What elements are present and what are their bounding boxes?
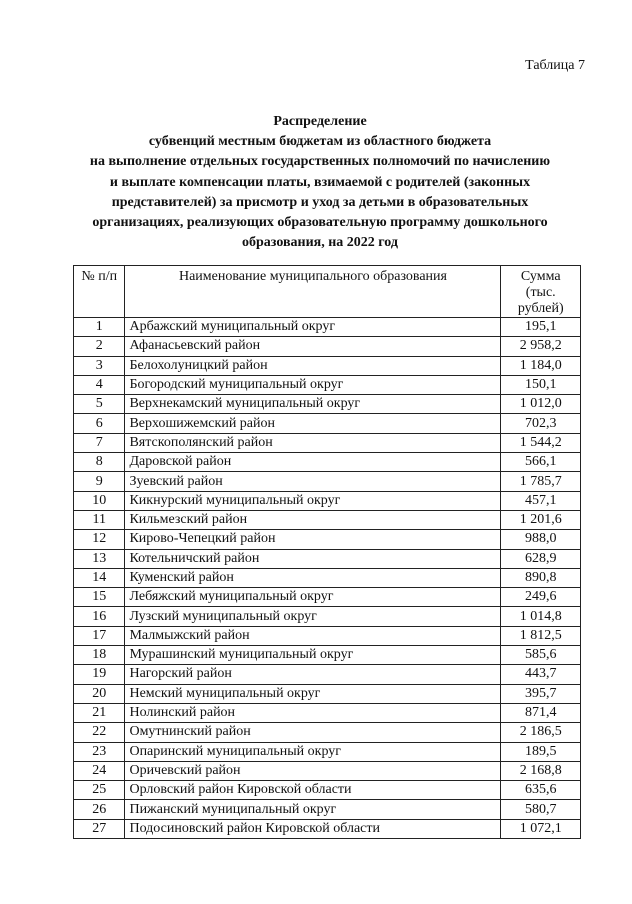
table-row (74, 491, 581, 510)
table-row (74, 588, 581, 607)
row-name-cell: Вятскополянский район (125, 433, 501, 452)
row-number-cell: 18 (74, 646, 125, 665)
row-number-cell: 1 (74, 318, 125, 337)
table-row (74, 568, 581, 587)
row-name-cell: Богородский муниципальный округ (125, 375, 501, 394)
row-sum-cell: 1 184,0 (501, 356, 581, 375)
row-sum-cell: 1 201,6 (501, 510, 581, 529)
table-body (74, 318, 581, 839)
column-header-sum (501, 266, 581, 318)
row-number-cell: 16 (74, 607, 125, 626)
row-name-cell: Арбажский муниципальный округ (125, 318, 501, 337)
table-row (74, 761, 581, 780)
row-name-cell: Лебяжский муниципальный округ (125, 588, 501, 607)
row-name-cell: Мурашинский муниципальный округ (125, 646, 501, 665)
table-row (74, 684, 581, 703)
row-number-cell: 3 (74, 356, 125, 375)
table-row (74, 723, 581, 742)
row-number-cell: 5 (74, 395, 125, 414)
title-line: организациях, реализующих образовательную программу дошкольного (92, 215, 548, 231)
row-sum-cell: 2 168,8 (501, 761, 581, 780)
row-sum-cell: 2 958,2 (501, 337, 581, 356)
row-number-cell: 11 (74, 510, 125, 529)
row-number-cell: 14 (74, 568, 125, 587)
row-sum-cell: 702,3 (501, 414, 581, 433)
row-name-cell: Опаринский муниципальный округ (125, 742, 501, 761)
table-row (74, 646, 581, 665)
row-number-cell: 7 (74, 433, 125, 452)
table-row (74, 781, 581, 800)
row-sum-cell: 195,1 (501, 318, 581, 337)
row-sum-cell: 150,1 (501, 375, 581, 394)
table-row (74, 703, 581, 722)
table-row (74, 549, 581, 568)
distribution-table (73, 265, 581, 839)
row-number-cell: 10 (74, 491, 125, 510)
column-header-number: № п/п (74, 266, 125, 318)
row-name-cell: Верхнекамский муниципальный округ (125, 395, 501, 414)
row-name-cell: Верхошижемский район (125, 414, 501, 433)
row-sum-cell: 443,7 (501, 665, 581, 684)
table-row (74, 665, 581, 684)
row-sum-cell: 1 812,5 (501, 626, 581, 645)
row-sum-cell: 871,4 (501, 703, 581, 722)
row-sum-cell: 1 785,7 (501, 472, 581, 491)
sum-header-line1: Сумма (520, 269, 561, 284)
row-sum-cell: 585,6 (501, 646, 581, 665)
row-name-cell: Нагорский район (125, 665, 501, 684)
table-number-label: Таблица 7 (525, 58, 585, 73)
row-number-cell: 17 (74, 626, 125, 645)
table-row (74, 318, 581, 337)
title-line: представителей) за присмотр и уход за детьми в образовательных (111, 194, 529, 210)
row-sum-cell: 189,5 (501, 742, 581, 761)
row-name-cell: Кикнурский муниципальный округ (125, 491, 501, 510)
row-name-cell: Кирово-Чепецкий район (125, 530, 501, 549)
table-row (74, 375, 581, 394)
table-row (74, 626, 581, 645)
row-name-cell: Белохолуницкий район (125, 356, 501, 375)
row-sum-cell: 988,0 (501, 530, 581, 549)
row-name-cell: Орловский район Кировской области (125, 781, 501, 800)
title-line: субвенций местным бюджетам из областного бюджета (148, 134, 492, 150)
row-name-cell: Малмыжский район (125, 626, 501, 645)
table-row (74, 356, 581, 375)
table-row (74, 530, 581, 549)
row-sum-cell: 249,6 (501, 588, 581, 607)
row-sum-cell: 635,6 (501, 781, 581, 800)
row-name-cell: Подосиновский район Кировской области (125, 819, 501, 838)
row-name-cell: Пижанский муниципальный округ (125, 800, 501, 819)
row-name-cell: Афанасьевский район (125, 337, 501, 356)
column-header-name: Наименование муниципального образования (125, 266, 501, 318)
row-sum-cell: 1 072,1 (501, 819, 581, 838)
table-row (74, 742, 581, 761)
row-name-cell: Котельничский район (125, 549, 501, 568)
row-sum-cell: 1 544,2 (501, 433, 581, 452)
row-number-cell: 26 (74, 800, 125, 819)
row-name-cell: Нолинский район (125, 703, 501, 722)
row-sum-cell: 628,9 (501, 549, 581, 568)
table-row (74, 414, 581, 433)
row-name-cell: Даровской район (125, 453, 501, 472)
row-number-cell: 25 (74, 781, 125, 800)
table-row (74, 800, 581, 819)
title-line: образования, на 2022 год (241, 235, 398, 251)
table-header-row (74, 266, 581, 318)
row-name-cell: Кильмезский район (125, 510, 501, 529)
table-row (74, 453, 581, 472)
row-sum-cell: 890,8 (501, 568, 581, 587)
row-name-cell: Немский муниципальный округ (125, 684, 501, 703)
row-number-cell: 6 (74, 414, 125, 433)
row-sum-cell: 566,1 (501, 453, 581, 472)
row-sum-cell: 1 012,0 (501, 395, 581, 414)
row-sum-cell: 2 186,5 (501, 723, 581, 742)
row-name-cell: Оричевский район (125, 761, 501, 780)
table-row (74, 433, 581, 452)
row-number-cell: 23 (74, 742, 125, 761)
row-sum-cell: 457,1 (501, 491, 581, 510)
row-number-cell: 8 (74, 453, 125, 472)
row-number-cell: 13 (74, 549, 125, 568)
table-row (74, 510, 581, 529)
sum-header-line2: (тыс. рублей) (517, 285, 564, 316)
table-row (74, 472, 581, 491)
title-line: и выплате компенсации платы, взимаемой с родителей (законных (109, 174, 531, 190)
title-line: Распределение (273, 114, 367, 129)
table-row (74, 607, 581, 626)
document-title (60, 112, 580, 253)
row-name-cell: Омутнинский район (125, 723, 501, 742)
title-line: на выполнение отдельных государственных полномочий по начислению (89, 154, 551, 170)
row-number-cell: 19 (74, 665, 125, 684)
row-number-cell: 12 (74, 530, 125, 549)
row-name-cell: Лузский муниципальный округ (125, 607, 501, 626)
row-sum-cell: 580,7 (501, 800, 581, 819)
row-number-cell: 4 (74, 375, 125, 394)
row-number-cell: 20 (74, 684, 125, 703)
table-row (74, 395, 581, 414)
row-number-cell: 9 (74, 472, 125, 491)
row-number-cell: 24 (74, 761, 125, 780)
table-row (74, 819, 581, 838)
row-number-cell: 2 (74, 337, 125, 356)
row-number-cell: 21 (74, 703, 125, 722)
row-number-cell: 27 (74, 819, 125, 838)
row-sum-cell: 1 014,8 (501, 607, 581, 626)
row-name-cell: Зуевский район (125, 472, 501, 491)
row-sum-cell: 395,7 (501, 684, 581, 703)
row-name-cell: Куменский район (125, 568, 501, 587)
table-row (74, 337, 581, 356)
row-number-cell: 22 (74, 723, 125, 742)
row-number-cell: 15 (74, 588, 125, 607)
